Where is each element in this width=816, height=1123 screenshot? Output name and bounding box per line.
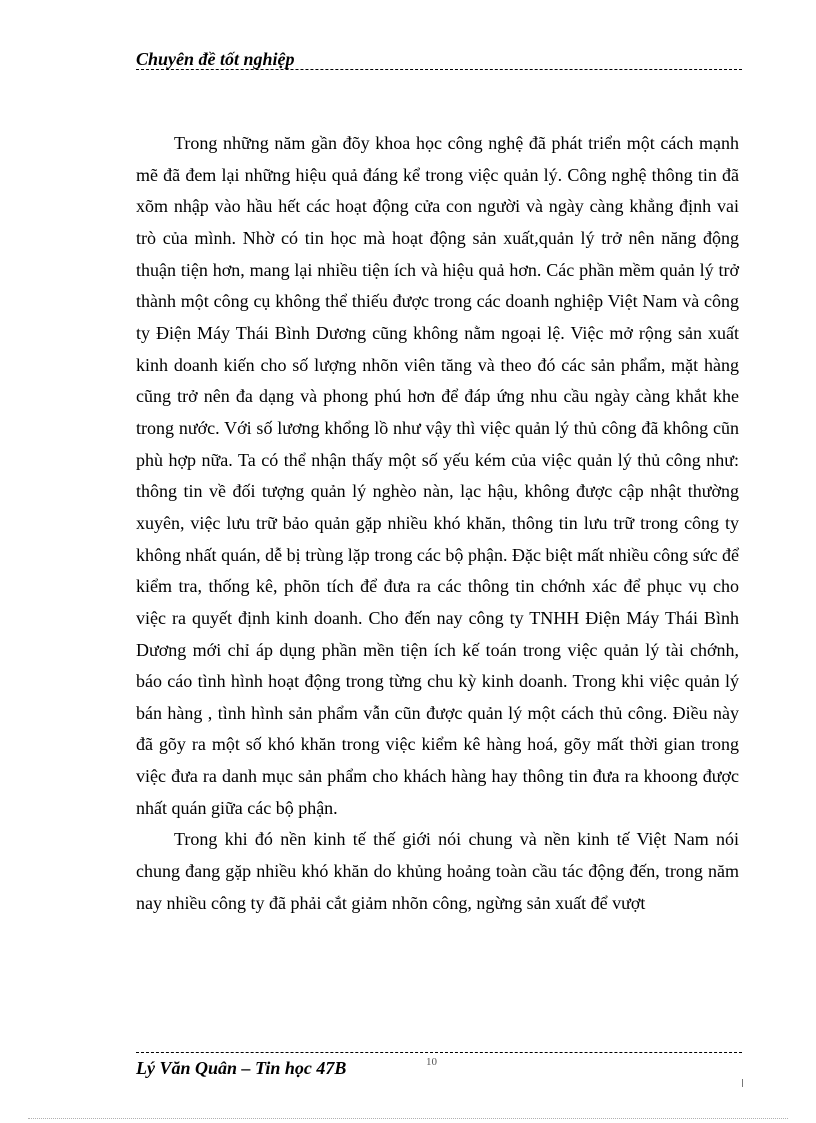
document-body: [136, 128, 739, 919]
header-divider: [136, 69, 742, 70]
page-number: 10: [426, 1056, 437, 1068]
paragraph-1: Trong những năm gần đõy khoa học công nghệ đã phát triển một cách mạnh mẽ đã đem lại những hiệu quả đáng kể trong việc quản lý. Công nghệ thông tin đã xõm nhập vào hầu hết các hoạt động cửa con người và ngày càng khẳng định vai trò của mình. Nhờ có tin học mà hoạt động sản xuất,quản lý trở nên năng động thuận tiện hơn, mang lại nhiều tiện ích và hiệu quả hơn. Các phần mềm quản lý trở thành một công cụ không thể thiếu được trong các doanh nghiệp Việt Nam và công ty Điện Máy Thái Bình Dương cũng không nằm ngoại lệ. Việc mở rộng sản xuất kinh doanh kiến cho số lượng nhõn viên tăng và theo đó các sản phẩm, mặt hàng cũng trở nên đa dạng và phong phú hơn để đáp ứng nhu cầu ngày càng khắt khe trong nước. Với số lương khổng lồ như vậy thì việc quản lý thủ công đã không cũn phù hợp nữa. Ta có thể nhận thấy một số yếu kém của việc quản lý thủ công như: thông tin về đối tượng quản lý nghèo nàn, lạc hậu, không được cập nhật thường xuyên, việc lưu trữ bảo quản gặp nhiều khó khăn, thông tin lưu trữ trong công ty không nhất quán, dễ bị trùng lặp trong các bộ phận. Đặc biệt mất nhiều công sức để kiểm tra, thống kê, phõn tích để đưa ra các thông tin chớnh xác để phục vụ cho việc ra quyết định kinh doanh. Cho đến nay công ty TNHH Điện Máy Thái Bình Dương mới chỉ áp dụng phần mền tiện ích kế toán trong việc quản lý tài chớnh, báo cáo tình hình hoạt động trong từng chu kỳ kinh doanh. Trong khi việc quản lý bán hàng , tình hình sản phẩm vẫn cũn được quản lý một cách thủ công. Điều này đã gõy ra một số khó khăn trong việc kiểm kê hàng hoá, gõy mất thời gian trong việc đưa ra danh mục sản phẩm cho khách hàng hay thông tin đưa ra khoong được nhất quán giữa các bộ phận.: [136, 133, 739, 818]
footer-author: Lý Văn Quân – Tin học 47B: [136, 1058, 347, 1078]
page-bottom-border: [28, 1118, 788, 1119]
footer-tick-mark: [742, 1079, 743, 1087]
paragraph-2: Trong khi đó nền kinh tế thế giới nói chung và nền kinh tế Việt Nam nói chung đang gặp nhiều khó khăn do khủng hoảng toàn cầu tác động đến, trong năm nay nhiều công ty đã phải cắt giảm nhõn công, ngừng sản xuất để vượt: [136, 829, 739, 913]
page-header: [136, 48, 742, 74]
page-footer: [136, 1046, 742, 1086]
header-title: Chuyên đề tốt nghiệp: [136, 49, 295, 69]
footer-divider: [136, 1052, 742, 1053]
